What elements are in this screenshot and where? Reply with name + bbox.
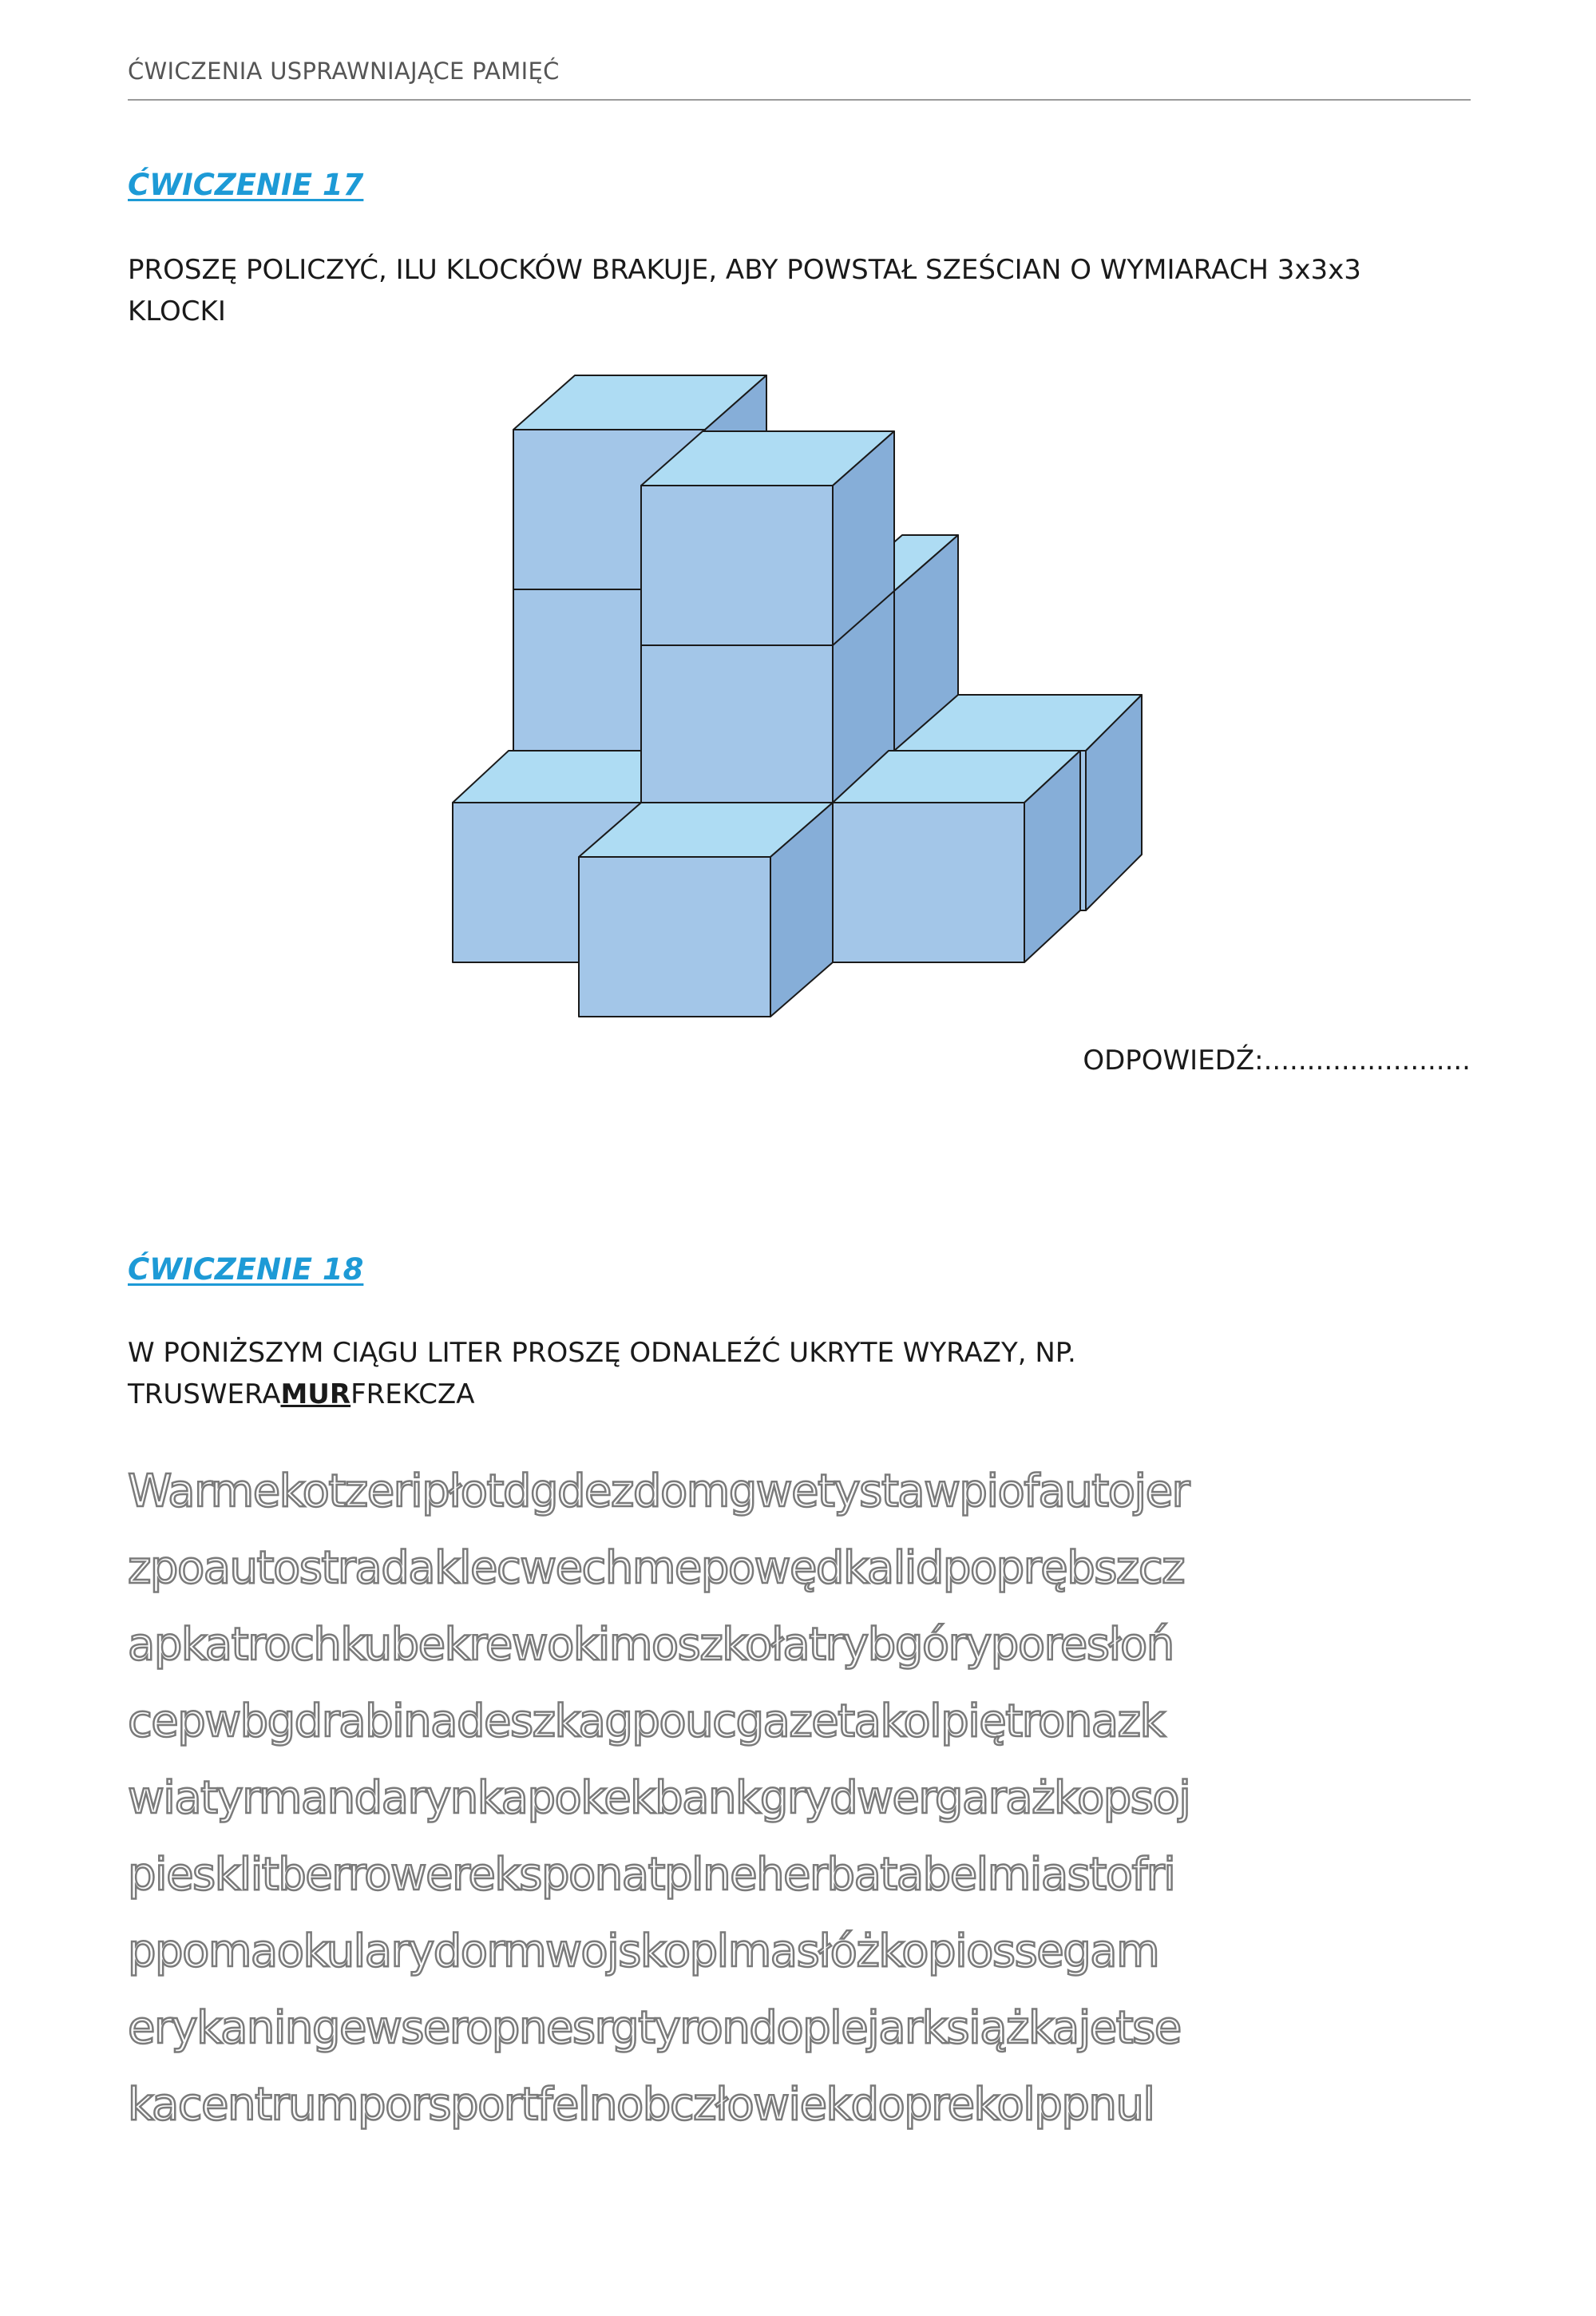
letter-puzzle xyxy=(128,1453,1501,2143)
exercise-17-title: ĆWICZENIE 17 xyxy=(128,168,364,202)
exercise-17-instruction-line1: PROSZĘ POLICZYĆ, ILU KLOCKÓW BRAKUJE, ABY POWSTAŁ SZEŚCIAN O WYMIARACH 3x3x3 xyxy=(128,254,1361,286)
exercise-18-title: ĆWICZENIE 18 xyxy=(128,1252,364,1287)
cube-front-right xyxy=(833,751,1080,962)
puzzle-line-6: piesklitberrowereksponatplneherbatabelmiastofri xyxy=(128,1849,1175,1901)
puzzle-line-5: wiatyrmandarynkapokekbankgrydwergarażkopsoj xyxy=(128,1772,1190,1824)
puzzle-line-8: erykaningewseropnesrgtyrondoplejarksiążkajetse xyxy=(128,2002,1181,2054)
puzzle-line-1: Warmekotzeripłotdgdezdomgwetystawpiofautojer xyxy=(128,1465,1190,1517)
cube-center-column xyxy=(641,431,894,803)
exercise-18-instruction xyxy=(128,1332,1485,1415)
answer-line: ODPOWIEDŹ:........................ xyxy=(1083,1045,1471,1077)
puzzle-line-2: zpoautostradaklecwechmepowędkalidpoprębszcz xyxy=(128,1542,1185,1594)
example-hidden-word: MUR xyxy=(280,1378,351,1410)
example-suffix: FREKCZA xyxy=(350,1378,475,1410)
exercise-18-instruction-line1: W PONIŻSZYM CIĄGU LITER PROSZĘ ODNALEŹĆ UKRYTE WYRAZY, NP. xyxy=(128,1337,1076,1369)
puzzle-line-3: apkatrochkubekrewokimoszkołatrybgóryporesłoń xyxy=(128,1619,1174,1671)
exercise-17-instruction-line2: KLOCKI xyxy=(128,295,226,327)
example-prefix: TRUSWERA xyxy=(128,1378,281,1410)
puzzle-line-4: cepwbgdrabinadeszkagpoucgazetakolpiętronazk xyxy=(128,1695,1165,1747)
cube-front-center xyxy=(579,803,833,1017)
puzzle-line-7: ppomaokularydormwojskoplmasłóżkopiossegam xyxy=(128,1925,1159,1977)
puzzle-line-9: kacentrumporsportfelnobczłowiekdoprekolppnul xyxy=(128,2079,1154,2131)
cube-stack-illustration xyxy=(0,0,1596,1038)
running-header: ĆWICZENIA USPRAWNIAJĄCE PAMIĘĆ xyxy=(128,58,560,85)
